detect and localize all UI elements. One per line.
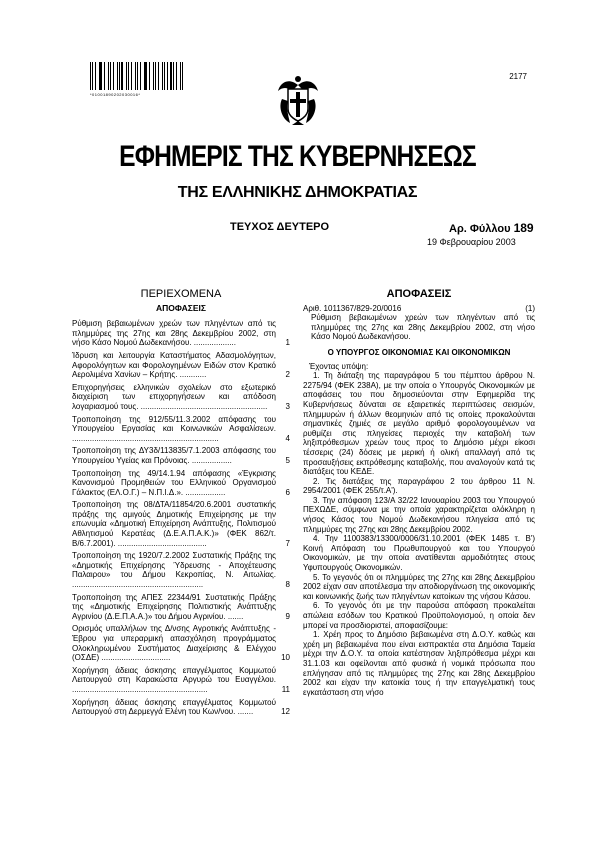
contents-item-text: Ορισμός υπαλλήλων της Δ/νσης Αγροτικής Ανάπτυξης - Έβρου για υπεραρμική απασχόληση προγράμματος Ολοκληρωμένου Συστήματος Διαχείρισης & Ελέγχου (ΟΣΔΕ) ............................... [72,624,276,663]
contents-item-page: 2 [285,370,290,380]
barcode-bar [180,62,181,90]
contents-item-text: Ίδρυση και λειτουργία Καταστήματος Αδασμολόγητων, Αφορολόγητων και Φορολογημένων Ειδών στον Κρατικό Αερολιμένα Χανίων – Κρήτης. ............ [72,350,276,380]
contents-list [72,319,290,717]
barcode-bar [155,62,156,90]
contents-item-page: 3 [285,401,290,411]
barcode-bar [162,62,163,90]
contents-item-page: 10 [281,653,290,663]
contents-item-page: 1 [285,338,290,348]
contents-item [72,593,290,622]
issue-volume: ΤΕΥΧΟΣ ΔΕΥΤΕΡΟ [230,221,330,233]
greek-coat-of-arms-icon [274,71,322,129]
barcode-bar [176,62,177,90]
decision-body [303,371,535,697]
decisions-heading: ΑΠΟΦΑΣΕΙΣ [386,288,452,300]
barcode-bar [128,62,129,90]
contents-item [72,415,290,444]
decision-title: Ρύθμιση βεβαιωμένων χρεών των πληγέντων από τις πλημμύρες της 27ης και 28ης Δεκεμβρίου 2002, στη νήσο Κάσο Νομού Δωδεκανήσου. [311,313,535,342]
contents-item [72,446,290,465]
contents-item-page: 6 [285,487,290,497]
contents-item-page: 11 [281,684,290,694]
contents-item-text: Τροποποίηση της 08/ΔΤΑ/11854/20.6.2001 συστατικής πράξης της αμιγούς Δημοτικής Επιχείρησης με την επωνυμία «Δημοτική Επιχείρηση Ανάπτυξης, Πολιτισμού Αθλητισμού Κερατέας (Δ.Ε.Α.Π.Α.Κ.)» (ΦΕΚ 862/τ. Β/6.7.2001). ........................................ [72,500,276,548]
ministry-heading: Ο ΥΠΟΥΡΓΟΣ ΟΙΚΟΝΟΜΙΑΣ ΚΑΙ ΟΙΚΟΝΟΜΙΚΩΝ [327,347,511,357]
decision-ref-label: Αριθ. 1011367/829-20/0016 [303,303,402,313]
contents-item-text: Τροποποίηση της 912/55/11.3.2002 απόφασης του Υπουργείου Εργασίας και Κοινωνικών Ασφαλίσεων. .................................................................. [72,414,276,443]
barcode-bar [137,62,138,90]
barcode-bar [173,62,174,90]
barcode-bar [99,62,100,90]
barcode-bar [126,62,127,90]
barcode-bar [110,62,111,90]
sheet-number [449,221,534,235]
barcode-bar [167,62,168,90]
barcode-bar [144,62,145,90]
contents-item [72,698,290,717]
barcode-bar [153,62,154,90]
decision-paragraph: 6. Το γεγονός ότι με την παρούσα απόφαση προκαλείται απώλεια εσόδων του Κρατικού Προϋπολογισμού, η οποία δεν μπορεί να προσδιοριστεί, αποφασίζουμε: [303,601,535,630]
decision-paragraph: 1. Χρέη προς το Δημόσιο βεβαιωμένα στη Δ.Ο.Υ. καθώς και χρέη μη βεβαιωμένα που είναι εισπρακτέα στα Δημόσια Ταμεία μέχρι την Δ.Ο.Υ. τα οποία κατέστησαν ληξιπρόθεσμα μέχρι και 31.1.03 και οφείλονται από φυσικά ή νομικά πρόσωπα που επλήγησαν από τις πλημμύρες της 27ης και 28ης Δεκεμβρίου 2002 και είχαν την κατοικία τους ή την επαγγελματική τους εγκατάσταση στη νήσο [303,630,535,697]
barcode-bar [140,62,141,90]
barcode-bar [170,62,172,90]
page-number: 2177 [509,72,527,81]
contents-item-text: Τροποποίηση της 1920/7.2.2002 Συστατικής Πράξης της «Δημοτικής Επιχείρησης Ύδρευσης - Αποχέτευσης Παλαιρου» του Δήμου Κεκροπίας, Ν. Αιτωλίας. ........................................................... [72,551,276,590]
barcode-bar [90,62,91,90]
contents-item-page: 9 [285,611,290,621]
contents-item-text: Ρύθμιση βεβαιωμένων χρεών των πληγέντων από τις πλημμύρες της 27ης και 28ης Δεκεμβρίου 2002, στη νήσο Κάσο Νομού Δωδεκανήσου. ................... [72,319,276,348]
barcode-bar [149,62,150,90]
contents-heading: ΠΕΡΙΕΧΟΜΕΝΑ [140,288,222,300]
contents-item-text: Τροποποίηση της ΑΠΕΣ 22344/91 Συστατικής Πράξης της «Δημοτικής Επιχείρησης Πολιτιστικής Ανάπτυξης Αγρινίου (Δ.Ε.Π.Α.Α.)» του Δήμου Αγρινίου. ....... [72,592,276,621]
contents-item-text: Επιχορηγήσεις ελληνικών σχολείων στο εξωτερικό διαχείριση των επιχορηγήσεων και απόδοση λογαριασμού τους. ......................................................... [72,382,276,411]
barcode-bar [131,62,132,90]
contents-item [72,351,290,380]
contents-item-page: 5 [285,455,290,465]
barcode-bar [121,62,123,90]
gazette-title: ΕΦΗΜΕΡΙΣ ΤΗΣ ΚΥΒΕΡΝΗΣΕΩΣ [119,140,476,173]
issue-date: 19 Φεβρουαρίου 2003 [427,237,516,247]
decision-paragraph: 4. Την 1100383/13300/0006/31.10.2001 (ΦΕΚ 1485 τ. Β') Κοινή Απόφαση του Πρωθυπουργού και του Υπουργού Οικονομικών, με την οποία ανατίθενται αρμοδιότητες στους Υφυπουργούς Οικονομικών. [303,534,535,573]
contents-item-page: 8 [285,580,290,590]
contents-item [72,500,290,548]
barcode-bar [158,62,159,90]
barcode-bar [119,62,120,90]
contents-item-page: 7 [285,538,290,548]
barcode-bar [108,62,109,90]
decision-paragraph: 1. Τη διάταξη της παραγράφου 5 του πέμπτου άρθρου Ν. 2275/94 (ΦΕΚ 238Α), με την οποία ο Υπουργός Οικονομικών με αποφάσεις του που δημοσιεύονται στην Εφημερίδα της Κυβερνήσεως δύναται σε εξαιρετικές περιπτώσεις σεισμών, πλημμυρών ή άλλων θεομηνιών από τις οποίες προκαλούνται σημαντικές ζημιές σε μεγάλο αριθμό φορολογουμένων να ρυθμίζει στις πληγείσες περιοχές την καταβολή των ληξιπρόθεσμων χρεών τους προς το Δημόσιο μέχρι είκοσι τέσσερις (24) δόσεις με μερική ή ολική απαλλαγή από τις προσαυξήσεις εκπρόθεσμης καταβολής, που αναλογούν κατά τις διατάξεις του ΚΕΔΕ. [303,371,535,477]
contents-item [72,319,290,348]
contents-item [72,624,290,662]
barcode-bar [113,62,114,90]
barcode [90,62,185,90]
sheet-number-value: 189 [513,221,534,235]
decision-ref-number: (1) [525,303,535,313]
contents-item-text: Τροποποίηση της ΔΥ3δ/113835/7.1.2003 απόφασης του Υπουργείου Υγείας και Πρόνοιας. .................. [72,446,276,465]
decision-paragraph: 2. Τις διατάξεις της παραγράφου 2 του άρθρου 11 Ν. 2954/2001 (ΦΕΚ 255/τ.Α'). [303,476,535,496]
contents-item-page: 12 [281,707,290,717]
barcode-number: *01001890202030016* [90,92,141,97]
decision-reference [303,304,535,314]
contents-column [72,290,290,720]
decision-paragraph: 3. Την απόφαση 123/Α 32/22 Ιανουαρίου 2003 του Υπουργού ΠΕΧΩΔΕ, σύμφωνα με την οποία χαρακτηρίζεται ολόκληρη η νήσος Κάσος του Νομού Δωδεκανήσου πληγείσα από τις πλημμύρες της 27ης και 28ης Δεκεμβρίου 2002. [303,495,535,534]
contents-item-text: Χορήγηση άδειας άσκησης επαγγέλματος Κομμωτού Λειτουργού στη Δερμεγγά Ελένη του Κων/νου. ....... [72,697,276,717]
barcode-bar [145,62,147,90]
barcode-bar [164,62,165,90]
sheet-number-label: Αρ. Φύλλου [449,223,511,235]
barcode-bar [182,62,183,90]
barcode-bar [92,62,93,90]
barcode-bar [95,62,96,90]
gazette-subtitle: ΤΗΣ ΕΛΛΗΝΙΚΗΣ ΔΗΜΟΚΡΑΤΙΑΣ [177,184,418,201]
decision-intro: Έχοντας υπόψη: [309,361,369,371]
contents-item [72,383,290,412]
contents-item [72,551,290,589]
barcode-bar [104,62,105,90]
contents-item-page: 4 [285,433,290,443]
contents-subheading: ΑΠΟΦΑΣΕΙΣ [155,302,206,313]
decisions-column [303,290,535,697]
barcode-bar [100,62,102,90]
barcode-bar [135,62,136,90]
contents-item-text: Τροποποίηση της 49/14.1.94 απόφασης «Έγκρισης Κανονισμού Προμηθειών του Ελληνικού Οργανισμού Γάλακτος (ΕΛ.Ο.Γ.) – Ν.Π.Ι.Δ.». .................. [72,468,276,497]
barcode-bar [117,62,118,90]
contents-item [72,666,290,695]
contents-item-text: Χορήγηση άδειας άσκησης επαγγέλματος Κομμωτού Λειτουργού στη Καρακώστα Αργυρώ του Ευαγγέλου. ............................................................. [72,665,276,694]
decision-paragraph: 5. Το γεγονός ότι οι πλημμύρες της 27ης και 28ης Δεκεμβρίου 2002 είχαν σαν αποτέλεσμα την αποδιοργάνωση της οικονομικής και κοινωνικής ζωής των πληγέντων κατοίκων της νήσου Κάσου. [303,572,535,601]
contents-item [72,469,290,498]
